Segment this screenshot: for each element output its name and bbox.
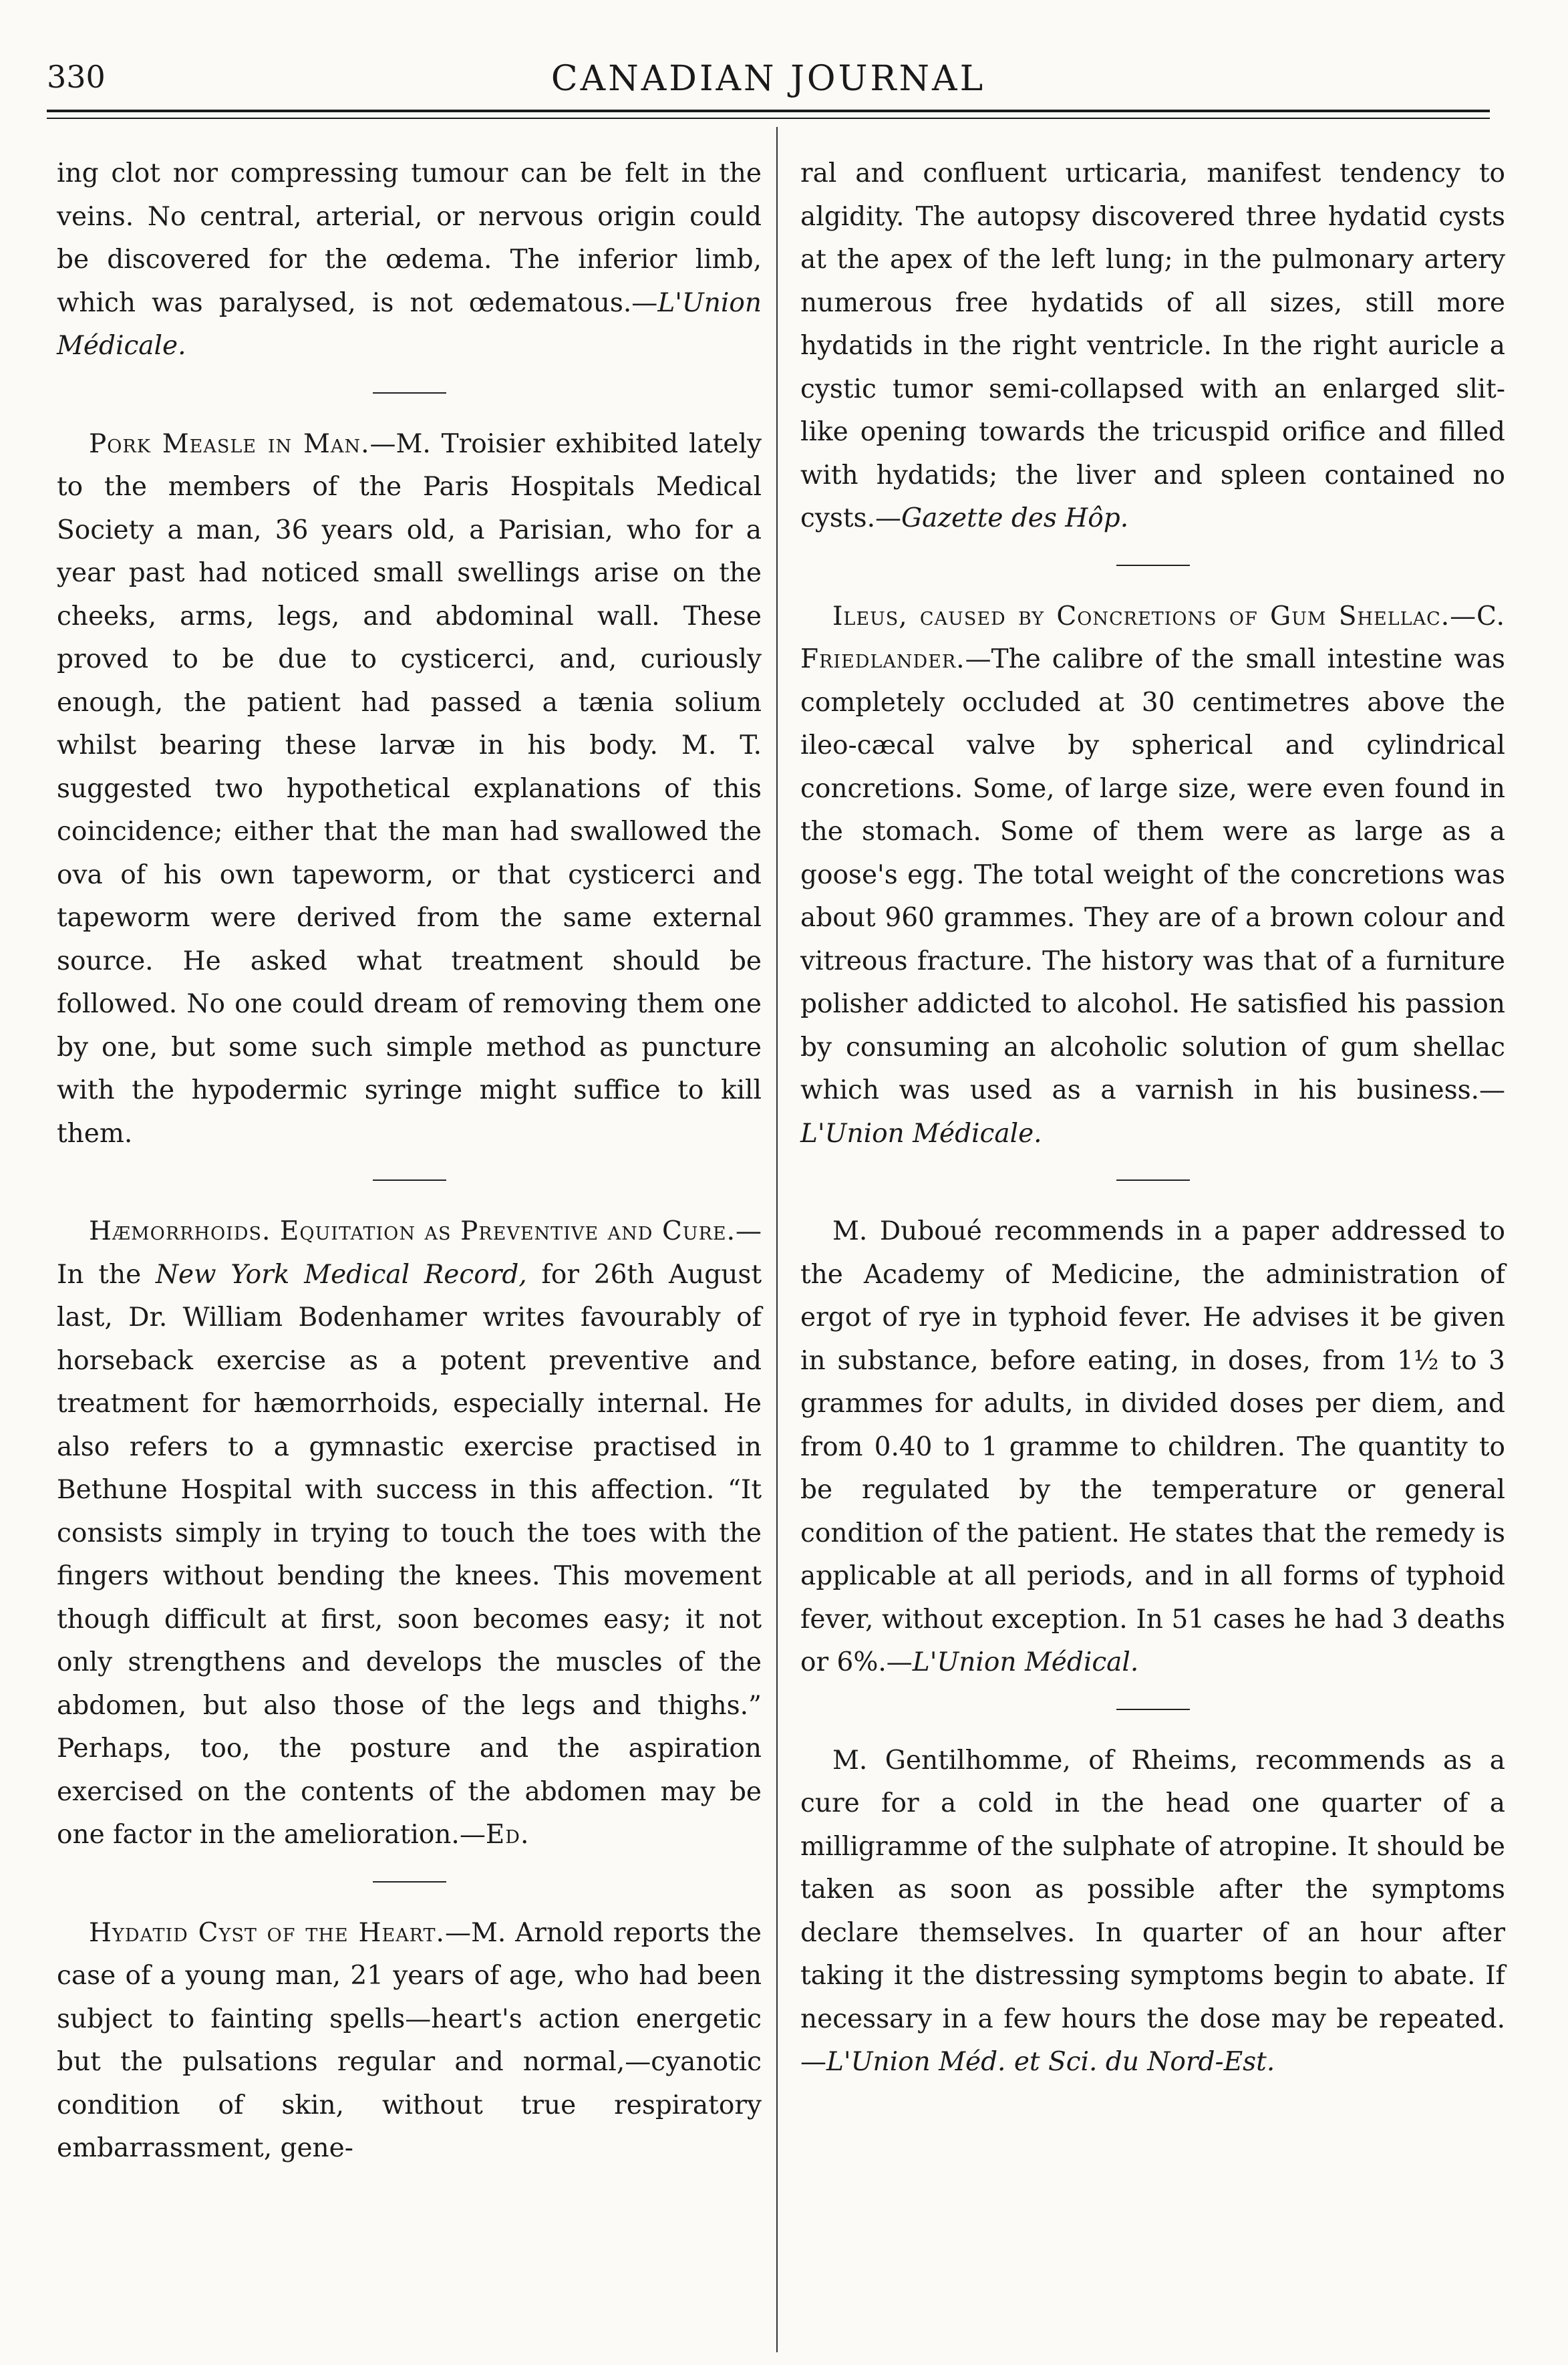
article-source: L'Union Médical. xyxy=(912,1647,1139,1677)
article-title: Hydatid Cyst of the Heart. xyxy=(89,1917,445,1948)
journal-name: New York Medical Record, xyxy=(155,1259,527,1290)
article-source: Gazette des Hôp. xyxy=(901,503,1129,533)
article-paragraph: Hydatid Cyst of the Heart.—M. Arnold reports the case of a young man, 21 years of age, who had been subject to fainting spells—heart's action energetic but the pulsations regular and normal,—cyanotic condition of skin, without true respiratory embarrassment, gene- xyxy=(57,1917,762,2163)
article-title: Ileus, caused by Concretions of Gum Shellac. xyxy=(832,601,1450,632)
page-number: 330 xyxy=(47,59,106,95)
article-paragraph: Pork Measle in Man.—M. Troisier exhibited lately to the members of the Paris Hospitals Medical Society a man, 36 years old, a Parisian, who for a year past had noticed small swellings arise on the cheeks, arms, legs, and abdominal wall. These proved to be due to cysticerci, and, curiously enough, the patient had passed a tænia solium whilst bearing these larvæ in his body. M. T. suggested two hypothetical explanations of this coincidence; either that the man had swallowed the ova of his own tapeworm, or that cysticerci and tapeworm were derived from the same external source. He asked what treatment should be followed. No one could dream of removing them one by one, but some such simple method as puncture with the hypodermic syringe might suffice to kill them. xyxy=(57,428,762,1149)
section-separator xyxy=(373,392,446,394)
running-title: CANADIAN JOURNAL xyxy=(551,59,986,99)
article-paragraph: Ileus, caused by Concretions of Gum Shellac.—C. Friedlander.—The calibre of the small intestine was completely occluded at 30 centimetres above the ileo-cæcal valve by spherical and cylindrical concretions. Some, of large size, were even found in the stomach. Some of them were as large as a goose's egg. The total weight of the concretions was about 960 grammes. They are of a brown colour and vitreous fracture. The history was that of a furniture polisher addicted to alcohol. He satisfied his passion by consuming an alcoholic solution of gum shellac which was used as a varnish in his business.—L'Union Médicale. xyxy=(800,601,1505,1149)
section-separator xyxy=(1116,1179,1190,1181)
right-column xyxy=(800,152,1505,2084)
left-column xyxy=(57,152,762,2171)
article-paragraph: M. Duboué recommends in a paper addressed to the Academy of Medicine, the administration of ergot of rye in typhoid fever. He advises it be given in substance, before eating, in doses, from 1½ to 3 grammes for adults, in divided doses per diem, and from 0.40 to 1 gramme to children. The quantity to be regulated by the temperature or general condition of the patient. He states that the remedy is applicable at all periods, and in all forms of typhoid fever, without exception. In 51 cases he had 3 deaths or 6%.—L'Union Médical. xyxy=(800,1216,1505,1677)
article-source: L'Union Méd. et Sci. du Nord-Est. xyxy=(826,2047,1275,2077)
header-rule xyxy=(47,110,1490,112)
section-separator xyxy=(1116,1709,1190,1710)
article-paragraph: M. Gentilhomme, of Rheims, recommends as a cure for a cold in the head one quarter of a milligramme of the sulphate of atropine. It should be taken as soon as possible after the symptoms declare themselves. In quarter of an hour after taking it the distressing symptoms begin to abate. If necessary in a few hours the dose may be repeated.—L'Union Méd. et Sci. du Nord-Est. xyxy=(800,1745,1505,2077)
article-paragraph: ral and confluent urticaria, manifest tendency to algidity. The autopsy discovered three hydatid cysts at the apex of the left lung; in the pulmonary artery numerous free hydatids of all sizes, still more hydatids in the right ventricle. In the right auricle a cystic tumor semi-collapsed with an enlarged slit-like opening towards the tricuspid orifice and filled with hydatids; the liver and spleen contained no cysts.—Gazette des Hôp. xyxy=(800,158,1505,533)
section-separator xyxy=(373,1881,446,1883)
article-title: Hæmorrhoids. Equitation as Preventive and Cure. xyxy=(89,1216,736,1246)
header-rule-thin xyxy=(47,118,1490,119)
article-author: —C. Friedlander. xyxy=(800,601,1505,674)
article-source: L'Union Médicale. xyxy=(800,1118,1042,1149)
section-separator xyxy=(373,1179,446,1181)
section-separator xyxy=(1116,565,1190,566)
editor-signature: Ed. xyxy=(485,1820,530,1850)
article-paragraph: ing clot nor compressing tumour can be felt in the veins. No central, arterial, or nervous origin could be discovered for the œdema. The inferior limb, which was paralysed, is not œdematous.—L'Union Médicale. xyxy=(57,158,762,361)
article-paragraph: Hæmorrhoids. Equitation as Preventive and Cure.—In the New York Medical Record, for 26th August last, Dr. William Bodenhamer writes favourably of horseback exercise as a potent preventive and treatment for hæmorrhoids, especially internal. He also refers to a gymnastic exercise practised in Bethune Hospital with success in this affection. “It consists simply in trying to touch the toes with the fingers without bending the knees. This movement though difficult at first, soon becomes easy; it not only strengthens and develops the muscles of the abdomen, but also those of the legs and thighs.” Perhaps, too, the posture and the aspiration exercised on the contents of the abdomen may be one factor in the amelioration.—Ed. xyxy=(57,1216,762,1850)
page-header xyxy=(47,47,1490,107)
article-title: Pork Measle in Man. xyxy=(89,428,370,459)
article-source: L'Union Médicale. xyxy=(57,287,762,361)
column-divider xyxy=(776,127,778,2352)
